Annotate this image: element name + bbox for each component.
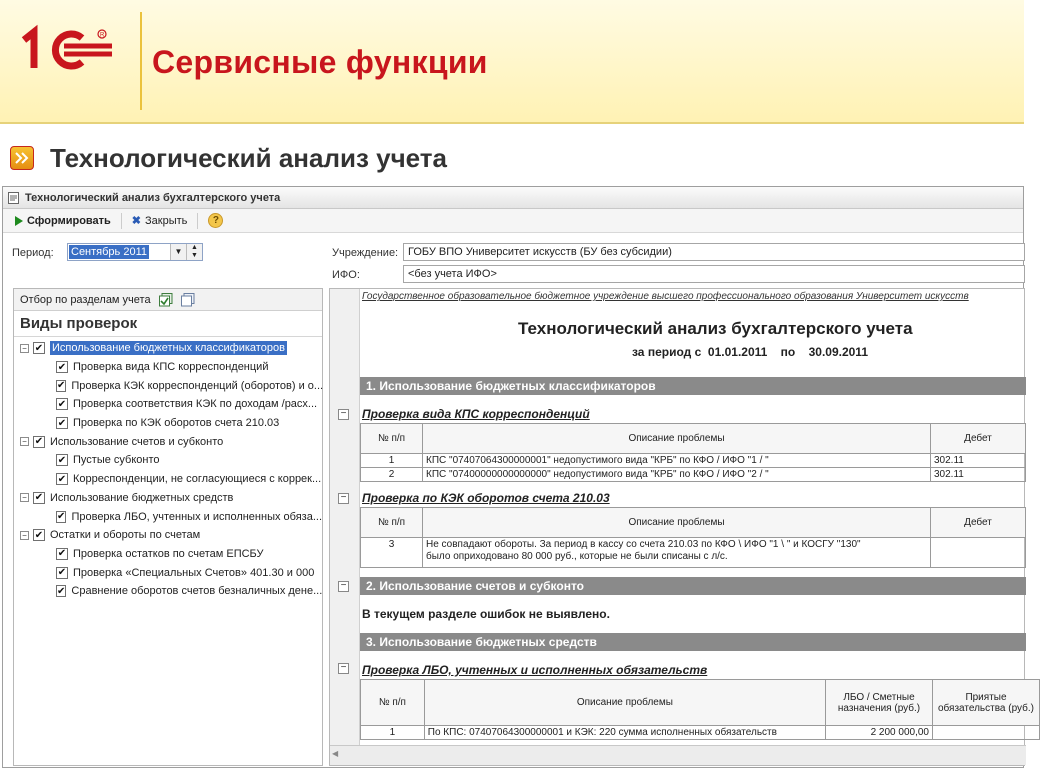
row-debit: 302.11 bbox=[931, 454, 1026, 468]
row-description-line: Не совпадают обороты. За период в кассу со счета 210.03 по КФО \ ИФО "1 \ " и КОСГУ "130" bbox=[426, 539, 861, 550]
horizontal-scrollbar[interactable] bbox=[330, 745, 1026, 765]
section-header: 1. Использование бюджетных классификаторов bbox=[360, 377, 1026, 395]
col-header: Дебет bbox=[931, 424, 1026, 454]
tree-item-label: Проверка остатков по счетам ЕПСБУ bbox=[73, 547, 264, 560]
tree-item[interactable] bbox=[14, 432, 322, 451]
tree-item[interactable] bbox=[14, 563, 322, 582]
report-title: Технологический анализ бухгалтерского учета bbox=[518, 319, 913, 338]
collapse-icon[interactable]: − bbox=[338, 663, 349, 674]
tree-item[interactable] bbox=[14, 545, 322, 564]
checkbox[interactable]: ✔ bbox=[57, 511, 66, 523]
collapse-icon[interactable]: − bbox=[20, 344, 29, 353]
row-number: 3 bbox=[361, 538, 423, 568]
check-title: Проверка вида КПС корреспонденций bbox=[362, 407, 590, 421]
slide-title: Сервисные функции bbox=[152, 44, 488, 80]
tree-item[interactable] bbox=[14, 526, 322, 545]
row-debit bbox=[931, 538, 1026, 568]
period-label: Период: bbox=[12, 247, 54, 259]
no-errors-text: В текущем разделе ошибок не выявлено. bbox=[362, 607, 610, 621]
period-value: Сентябрь 2011 bbox=[71, 246, 147, 258]
row-number: 1 bbox=[361, 454, 423, 468]
checks-panel-toolbar bbox=[14, 289, 322, 311]
report-icon bbox=[8, 192, 19, 204]
toolbar-separator bbox=[197, 213, 198, 229]
tree-item[interactable] bbox=[14, 489, 322, 508]
tree-item[interactable] bbox=[14, 414, 322, 433]
tree-item-label: Корреспонденции, не согласующиеся с коррек... bbox=[73, 473, 322, 486]
svg-text:R: R bbox=[100, 32, 105, 39]
toolbar bbox=[3, 209, 1023, 233]
uncheck-all-icon[interactable] bbox=[181, 293, 195, 307]
check1-table bbox=[360, 423, 1026, 482]
tree-item[interactable] bbox=[14, 395, 322, 414]
generate-label: Сформировать bbox=[27, 214, 111, 227]
checkbox[interactable]: ✔ bbox=[34, 342, 44, 354]
checkbox[interactable]: ✔ bbox=[34, 492, 44, 504]
row-number: 1 bbox=[361, 726, 425, 740]
row-description: КПС "07400000000000000" недопустимого вида "КРБ" по КФО / ИФО "2 / " bbox=[423, 468, 931, 482]
check-title: Проверка по КЭК оборотов счета 210.03 bbox=[362, 491, 610, 505]
report-window bbox=[2, 186, 1034, 768]
period-prefix: за период с bbox=[632, 345, 702, 359]
window-titlebar bbox=[3, 187, 1023, 209]
section-header: 2. Использование счетов и субконто bbox=[360, 577, 1026, 595]
tree-item-label: Остатки и обороты по счетам bbox=[50, 529, 201, 542]
check-all-icon[interactable] bbox=[159, 293, 173, 307]
col-header: № п/п bbox=[361, 424, 423, 454]
checkbox[interactable]: ✔ bbox=[57, 380, 66, 392]
collapse-icon[interactable]: − bbox=[338, 581, 349, 592]
checkbox[interactable]: ✔ bbox=[57, 567, 67, 579]
collapse-icon[interactable]: − bbox=[20, 437, 29, 446]
tree-item-label: Проверка ЛБО, учтенных и исполненных обяза... bbox=[71, 510, 322, 523]
tree-item[interactable] bbox=[14, 451, 322, 470]
generate-button[interactable] bbox=[11, 213, 115, 229]
filter-label[interactable]: Отбор по разделам учета bbox=[20, 293, 151, 306]
row-description: По КПС: 07407064300000001 и КЭК: 220 сумма исполненных обязательств bbox=[424, 726, 825, 740]
period-by: по bbox=[780, 345, 796, 359]
col-header: Дебет bbox=[931, 508, 1026, 538]
header-divider bbox=[140, 12, 142, 110]
row-description-line: было оприходовано 80 000 руб., которые не были списаны с л/с. bbox=[426, 551, 728, 562]
chevron-down-icon[interactable]: ▼ bbox=[170, 244, 186, 260]
checkbox[interactable]: ✔ bbox=[57, 398, 67, 410]
close-button[interactable] bbox=[128, 212, 192, 229]
spinner-icon[interactable]: ▲ ▼ bbox=[186, 244, 202, 260]
checks-panel bbox=[13, 288, 323, 766]
table-row bbox=[361, 538, 1026, 568]
scroll-left-icon[interactable]: ◀ bbox=[332, 749, 339, 758]
period-from: 01.01.2011 bbox=[707, 345, 768, 359]
tree-item-label: Использование счетов и субконто bbox=[50, 435, 224, 448]
institution-field[interactable]: ГОБУ ВПО Университет искусств (БУ без субсидии) bbox=[403, 243, 1025, 261]
collapse-icon[interactable]: − bbox=[20, 531, 29, 540]
tree-item-label: Проверка соответствия КЭК по доходам /расх... bbox=[73, 398, 318, 411]
institution-label: Учреждение: bbox=[332, 247, 399, 259]
toolbar-separator bbox=[121, 213, 122, 229]
close-label: Закрыть bbox=[145, 214, 188, 227]
check-title: Проверка ЛБО, учтенных и исполненных обязательств bbox=[362, 663, 708, 677]
check2-table bbox=[360, 507, 1026, 568]
col-header: Описание проблемы bbox=[423, 424, 931, 454]
table-row bbox=[361, 468, 1026, 482]
section-header: 3. Использование бюджетных средств bbox=[360, 633, 1026, 651]
slide-header bbox=[0, 0, 1024, 124]
check3-table bbox=[360, 679, 1040, 740]
report-period bbox=[632, 345, 868, 359]
checkbox[interactable]: ✔ bbox=[57, 473, 67, 485]
tree-item[interactable] bbox=[14, 507, 322, 526]
report-body bbox=[360, 289, 1034, 747]
group-gutter bbox=[330, 289, 360, 747]
row-description: КПС "07407064300000001" недопустимого вида "КРБ" по КФО / ИФО "1 / " bbox=[423, 454, 931, 468]
col-header: Приятые обязательства (руб.) bbox=[932, 680, 1039, 726]
col-header: ЛБО / Сметные назначения (руб.) bbox=[826, 680, 933, 726]
row-debit: 302.11 bbox=[931, 468, 1026, 482]
col-header: Описание проблемы bbox=[424, 680, 825, 726]
collapse-icon[interactable]: − bbox=[338, 493, 349, 504]
checkbox[interactable]: ✔ bbox=[57, 417, 67, 429]
row-obligations bbox=[932, 726, 1039, 740]
checkbox[interactable]: ✔ bbox=[34, 529, 44, 541]
tree-item-label: Проверка КЭК корреспонденций (оборотов) и о... bbox=[71, 379, 324, 392]
col-header: Описание проблемы bbox=[423, 508, 931, 538]
org-line: Государственное образовательное бюджетное учреждение высшего профессионального образования Университет искусств bbox=[362, 291, 969, 302]
period-to: 30.09.2011 bbox=[808, 345, 868, 359]
checkbox[interactable]: ✔ bbox=[34, 436, 44, 448]
tree-item-label: Проверка по КЭК оборотов счета 210.03 bbox=[73, 417, 280, 430]
col-header: № п/п bbox=[361, 508, 423, 538]
tree-item-label: Проверка «Специальных Счетов» 401.30 и 000 bbox=[73, 566, 315, 579]
tree-item[interactable] bbox=[14, 358, 322, 377]
collapse-icon[interactable]: − bbox=[338, 409, 349, 420]
double-chevron-icon bbox=[10, 146, 34, 170]
row-lbo: 2 200 000,00 bbox=[826, 726, 933, 740]
table-row bbox=[361, 726, 1040, 740]
checkbox[interactable]: ✔ bbox=[57, 454, 67, 466]
tree-item[interactable] bbox=[14, 339, 322, 358]
tree-item-label: Сравнение оборотов счетов безналичных дене... bbox=[71, 585, 323, 598]
subtitle-row bbox=[10, 140, 447, 176]
checkbox[interactable]: ✔ bbox=[57, 585, 66, 597]
tree-item-label: Пустые субконто bbox=[73, 454, 160, 467]
report-area bbox=[329, 288, 1034, 766]
window-title: Технологический анализ бухгалтерского учета bbox=[25, 191, 281, 204]
period-field[interactable] bbox=[67, 243, 203, 261]
row-description bbox=[423, 538, 931, 568]
tree-item-label: Использование бюджетных классификаторов bbox=[52, 342, 285, 355]
play-icon bbox=[15, 216, 23, 226]
checks-tree bbox=[14, 337, 322, 601]
slide-subtitle: Технологический анализ учета bbox=[50, 142, 447, 173]
row-number: 2 bbox=[361, 468, 423, 482]
checkbox[interactable]: ✔ bbox=[57, 361, 67, 373]
help-icon: ? bbox=[208, 213, 223, 228]
collapse-icon[interactable]: − bbox=[20, 493, 29, 502]
ifo-field[interactable]: <без учета ИФО> bbox=[403, 265, 1025, 283]
checks-heading: Виды проверок bbox=[14, 311, 322, 337]
table-row bbox=[361, 454, 1026, 468]
tree-item-label: Использование бюджетных средств bbox=[50, 491, 234, 504]
checkbox[interactable]: ✔ bbox=[57, 548, 67, 560]
1c-logo bbox=[18, 28, 116, 72]
col-header: № п/п bbox=[361, 680, 425, 726]
close-icon: ✖ bbox=[131, 215, 142, 227]
tree-item[interactable] bbox=[14, 470, 322, 489]
ifo-label: ИФО: bbox=[332, 269, 360, 281]
tree-item-label: Проверка вида КПС корреспонденций bbox=[73, 361, 269, 374]
help-button[interactable] bbox=[204, 211, 227, 230]
tree-item[interactable] bbox=[14, 376, 322, 395]
tree-item[interactable] bbox=[14, 582, 322, 601]
